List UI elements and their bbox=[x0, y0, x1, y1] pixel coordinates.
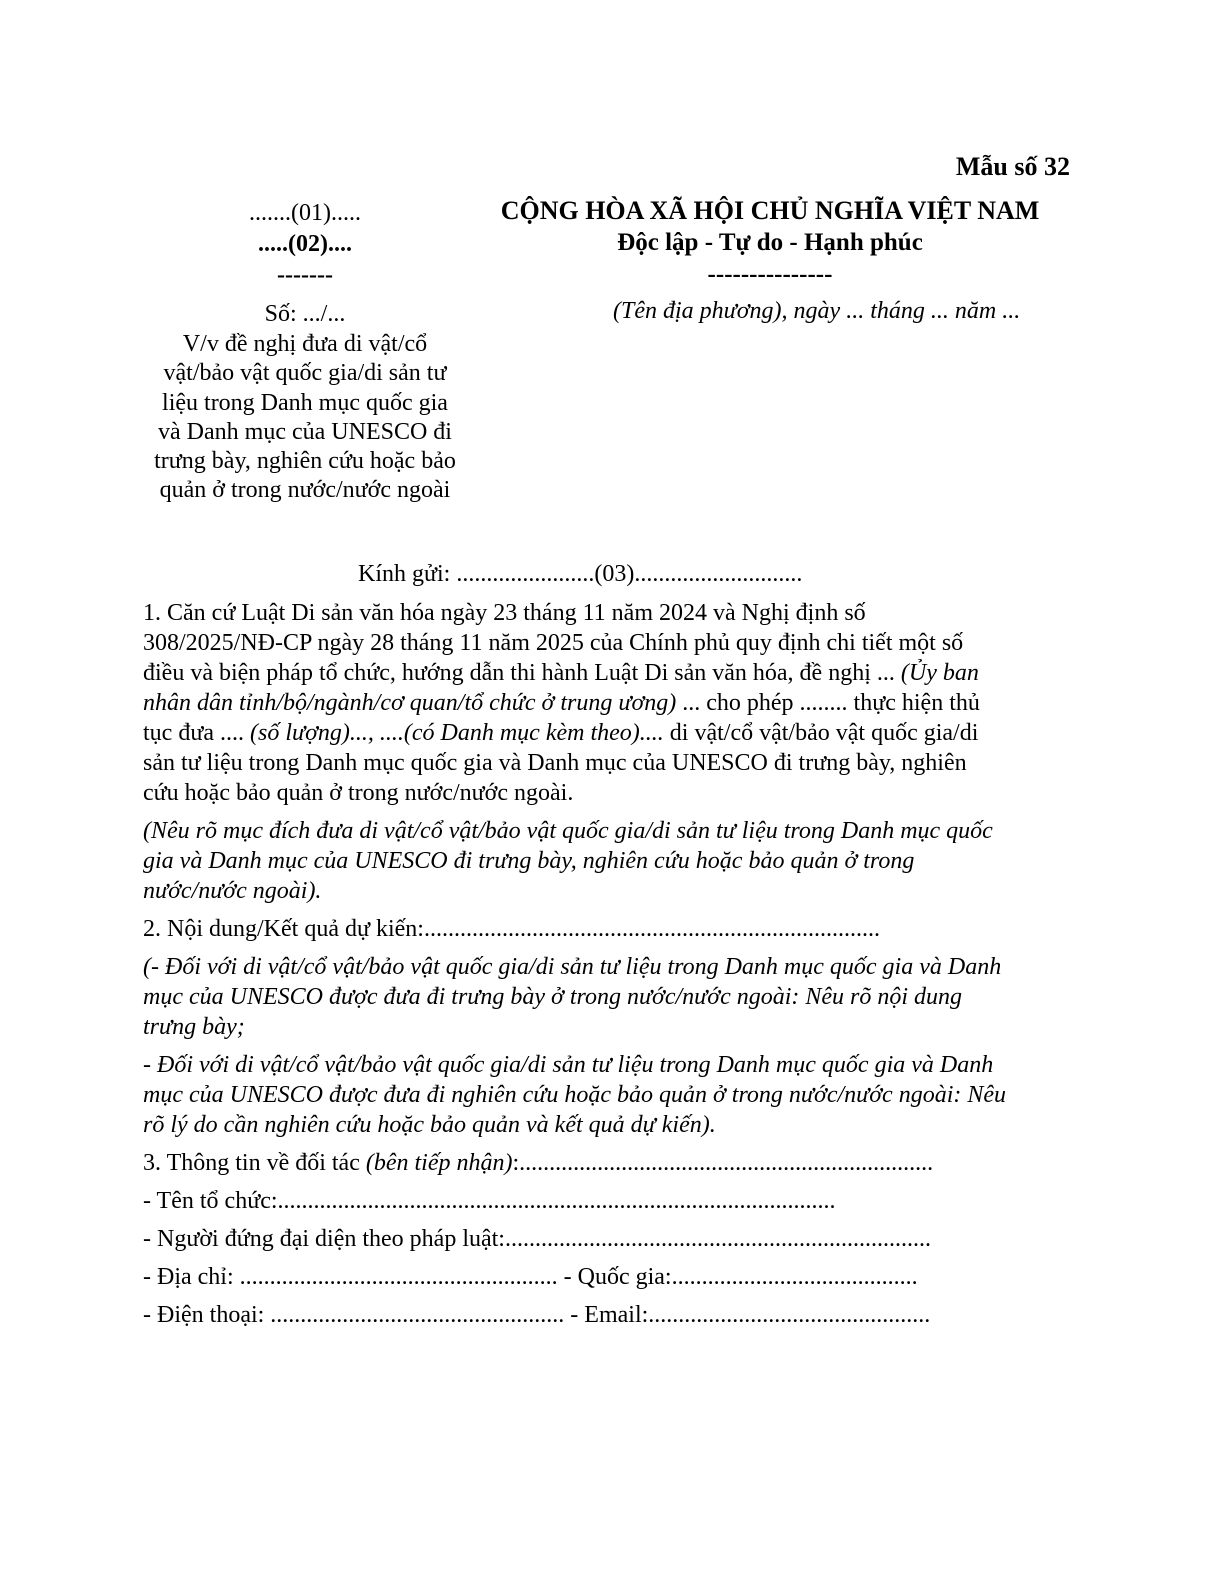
body-line: di vật/cổ vật/bảo vật quốc gia/di bbox=[663, 720, 979, 746]
partner-address-country-field: - Địa chỉ: ..................................................... - Quốc gia:......................................... bbox=[143, 1264, 918, 1290]
body-line: :..................................................................... bbox=[512, 1150, 934, 1176]
document-number: Số: .../... bbox=[264, 301, 346, 327]
subject-line: V/v đề nghị đưa di vật/cổ bbox=[182, 331, 428, 357]
note-line: rõ lý do cần nghiên cứu hoặc bảo quản và kết quả dự kiến). bbox=[143, 1112, 716, 1138]
place-date-line: (Tên địa phương), ngày ... tháng ... năm ... bbox=[613, 298, 1021, 324]
body-line: 1. Căn cứ Luật Di sản văn hóa ngày 23 tháng 11 năm 2024 và Nghị định số bbox=[143, 600, 866, 626]
issuing-agency-block bbox=[130, 198, 480, 291]
note-line: gia và Danh mục của UNESCO đi trưng bày, nghiên cứu hoặc bảo quản ở trong bbox=[143, 848, 915, 874]
body-line: tục đưa .... bbox=[143, 720, 250, 746]
document-subject bbox=[130, 330, 480, 506]
subject-line: trưng bày, nghiên cứu hoặc bảo bbox=[154, 448, 456, 475]
section-2-heading: 2. Nội dung/Kết quả dự kiến:............................................................................ bbox=[143, 916, 880, 942]
country-name: CỘNG HÒA XÃ HỘI CHỦ NGHĨA VIỆT NAM bbox=[500, 196, 1040, 225]
body-line: điều và biện pháp tổ chức, hướng dẫn thi hành Luật Di sản văn hóa, đề nghị ... bbox=[143, 660, 901, 686]
subject-line: quản ở trong nước/nước ngoài bbox=[159, 477, 451, 504]
partner-phone-email-field: - Điện thoại: ................................................. - Email:............................................... bbox=[143, 1302, 931, 1328]
body-italic: nhân dân tỉnh/bộ/ngành/cơ quan/tổ chức ở trung ương) bbox=[143, 690, 677, 716]
partner-legal-rep-field: - Người đứng đại diện theo pháp luật:....................................................................... bbox=[143, 1226, 931, 1252]
body-italic: (số lượng)..., ....(có Danh mục kèm theo).... bbox=[249, 720, 664, 746]
note-line: nước/nước ngoài). bbox=[143, 878, 322, 904]
note-line: mục của UNESCO được đưa đi trưng bày ở trong nước/nước ngoài: Nêu rõ nội dung bbox=[143, 984, 963, 1010]
form-number: Mẫu số 32 bbox=[955, 152, 1070, 181]
note-line: mục của UNESCO được đưa đi nghiên cứu hoặc bảo quản ở trong nước/nước ngoài: Nêu bbox=[143, 1082, 1007, 1108]
national-header bbox=[470, 195, 1070, 291]
section-1-paragraph bbox=[143, 598, 1078, 808]
body-italic: (bên tiếp nhận) bbox=[365, 1150, 513, 1176]
document-body bbox=[143, 598, 1078, 1338]
body-line: 3. Thông tin về đối tác bbox=[143, 1150, 366, 1176]
section-1-note bbox=[143, 816, 1078, 906]
body-line: cứu hoặc bảo quản ở trong nước/nước ngoài. bbox=[143, 780, 574, 806]
body-line: sản tư liệu trong Danh mục quốc gia và Danh mục của UNESCO đi trưng bày, nghiên bbox=[143, 750, 967, 776]
body-italic: (Ủy ban bbox=[900, 660, 979, 686]
note-line: (- Đối với di vật/cổ vật/bảo vật quốc gia/di sản tư liệu trong Danh mục quốc gia và Danh bbox=[143, 954, 1002, 980]
body-line: 308/2025/NĐ-CP ngày 28 tháng 11 năm 2025 của Chính phủ quy định chi tiết một số bbox=[143, 630, 964, 656]
note-line: (Nêu rõ mục đích đưa di vật/cổ vật/bảo vật quốc gia/di sản tư liệu trong Danh mục quốc bbox=[143, 818, 993, 844]
section-2-note-1 bbox=[143, 952, 1078, 1042]
agency-divider: ------- bbox=[277, 262, 333, 288]
section-3-heading bbox=[143, 1148, 1078, 1178]
recipient-line: Kính gửi: .......................(03)............................ bbox=[358, 561, 803, 587]
note-line: trưng bày; bbox=[143, 1014, 245, 1040]
agency-line-02: .....(02).... bbox=[258, 231, 352, 257]
body-line: ... cho phép ........ thực hiện thủ bbox=[676, 690, 980, 716]
subject-line: vật/bảo vật quốc gia/di sản tư bbox=[163, 360, 447, 387]
subject-line: và Danh mục của UNESCO đi bbox=[158, 418, 452, 445]
agency-line-01: .......(01)..... bbox=[249, 200, 361, 226]
subject-line: liệu trong Danh mục quốc gia bbox=[162, 389, 448, 416]
section-2-note-2 bbox=[143, 1050, 1078, 1140]
note-line: - Đối với di vật/cổ vật/bảo vật quốc gia/di sản tư liệu trong Danh mục quốc gia và Danh bbox=[143, 1052, 994, 1078]
partner-org-name-field: - Tên tổ chức:............................................................................................. bbox=[143, 1188, 836, 1214]
motto-divider: --------------- bbox=[707, 261, 833, 288]
national-motto: Độc lập - Tự do - Hạnh phúc bbox=[617, 229, 923, 256]
